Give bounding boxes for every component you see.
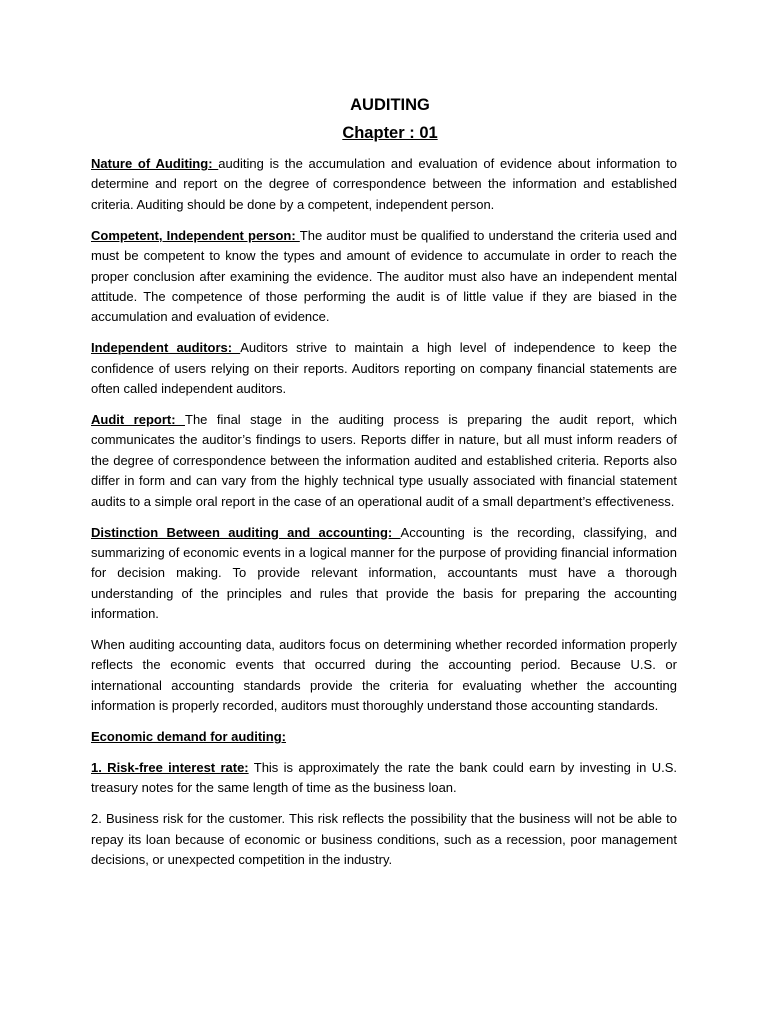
document-page — [91, 94, 677, 881]
section-lead: Competent, Independent person: — [91, 227, 300, 243]
document-title: AUDITING — [350, 96, 430, 114]
section-lead: Audit report: — [91, 411, 185, 427]
section-audit-report — [91, 410, 677, 512]
section-auditing-vs-accounting — [91, 523, 677, 625]
section-text: The final stage in the auditing process is preparing the audit report, which communicates the auditor’s findings to users. Reports differ in nature, but all must inform readers of the degree of correspondence between the information audited and established criteria. Reports also differ in form and can vary from the highly technical type usually associated with financial statement audits to a simple oral report in the case of an operational audit of a small department’s effectiveness. — [91, 411, 678, 509]
section-nature-of-auditing — [91, 154, 677, 215]
section-auditing-accounting-data — [91, 635, 677, 717]
item-risk-free-rate — [91, 758, 677, 799]
chapter-heading: Chapter : 01 — [342, 124, 438, 142]
item-business-risk — [91, 809, 677, 870]
section-text: The auditor must be qualified to understand the criteria used and must be competent to know the types and amount of evidence to accumulate in order to reach the proper conclusion after examining the evidence. The auditor must also have an independent mental attitude. The competence of those performing the audit is of little value if they are biased in the accumulation and evaluation of evidence. — [91, 227, 677, 325]
section-lead: Independent auditors: — [91, 340, 241, 356]
section-text: Auditors strive to maintain a high level of independence to keep the confidence of users relying on their reports. Auditors reporting on company financial statements are often called independent auditors. — [91, 340, 677, 397]
section-lead: Nature of Auditing: — [91, 156, 219, 171]
section-competent-independent-person — [91, 226, 677, 328]
section-text: Accounting is the recording, classifying, and summarizing of economic events in a logical manner for the purpose of providing financial information for decision making. To provide relevant information, accountants must have a thorough understanding of the principles and rules that provide the basis for preparing the accounting information. — [91, 524, 677, 622]
item-text: This is approximately the rate the bank could earn by investing in U.S. treasury notes for the same length of time as the business loan. — [91, 760, 677, 796]
item-lead: 1. Risk-free interest rate: — [91, 760, 249, 776]
economic-demand-heading: Economic demand for auditing: — [91, 729, 287, 745]
item-text: 2. Business risk for the customer. This risk reflects the possibility that the business will not be able to repay its loan because of economic or business conditions, such as a recession, poor management decisions, or unexpected competition in the industry. — [91, 811, 677, 868]
section-lead: Distinction Between auditing and accounting: — [91, 524, 401, 540]
section-text: When auditing accounting data, auditors focus on determining whether recorded information properly reflects the economic events that occurred during the accounting period. Because U.S. or international accounting standards provide the criteria for evaluating whether the accounting information is properly recorded, auditors must thoroughly understand those accounting standards. — [91, 637, 677, 714]
section-independent-auditors — [91, 338, 677, 399]
section-text: auditing is the accumulation and evaluation of evidence about information to determine and report on the degree of correspondence between the information and established criteria. Auditing should be done by a competent, independent person. — [91, 156, 677, 212]
